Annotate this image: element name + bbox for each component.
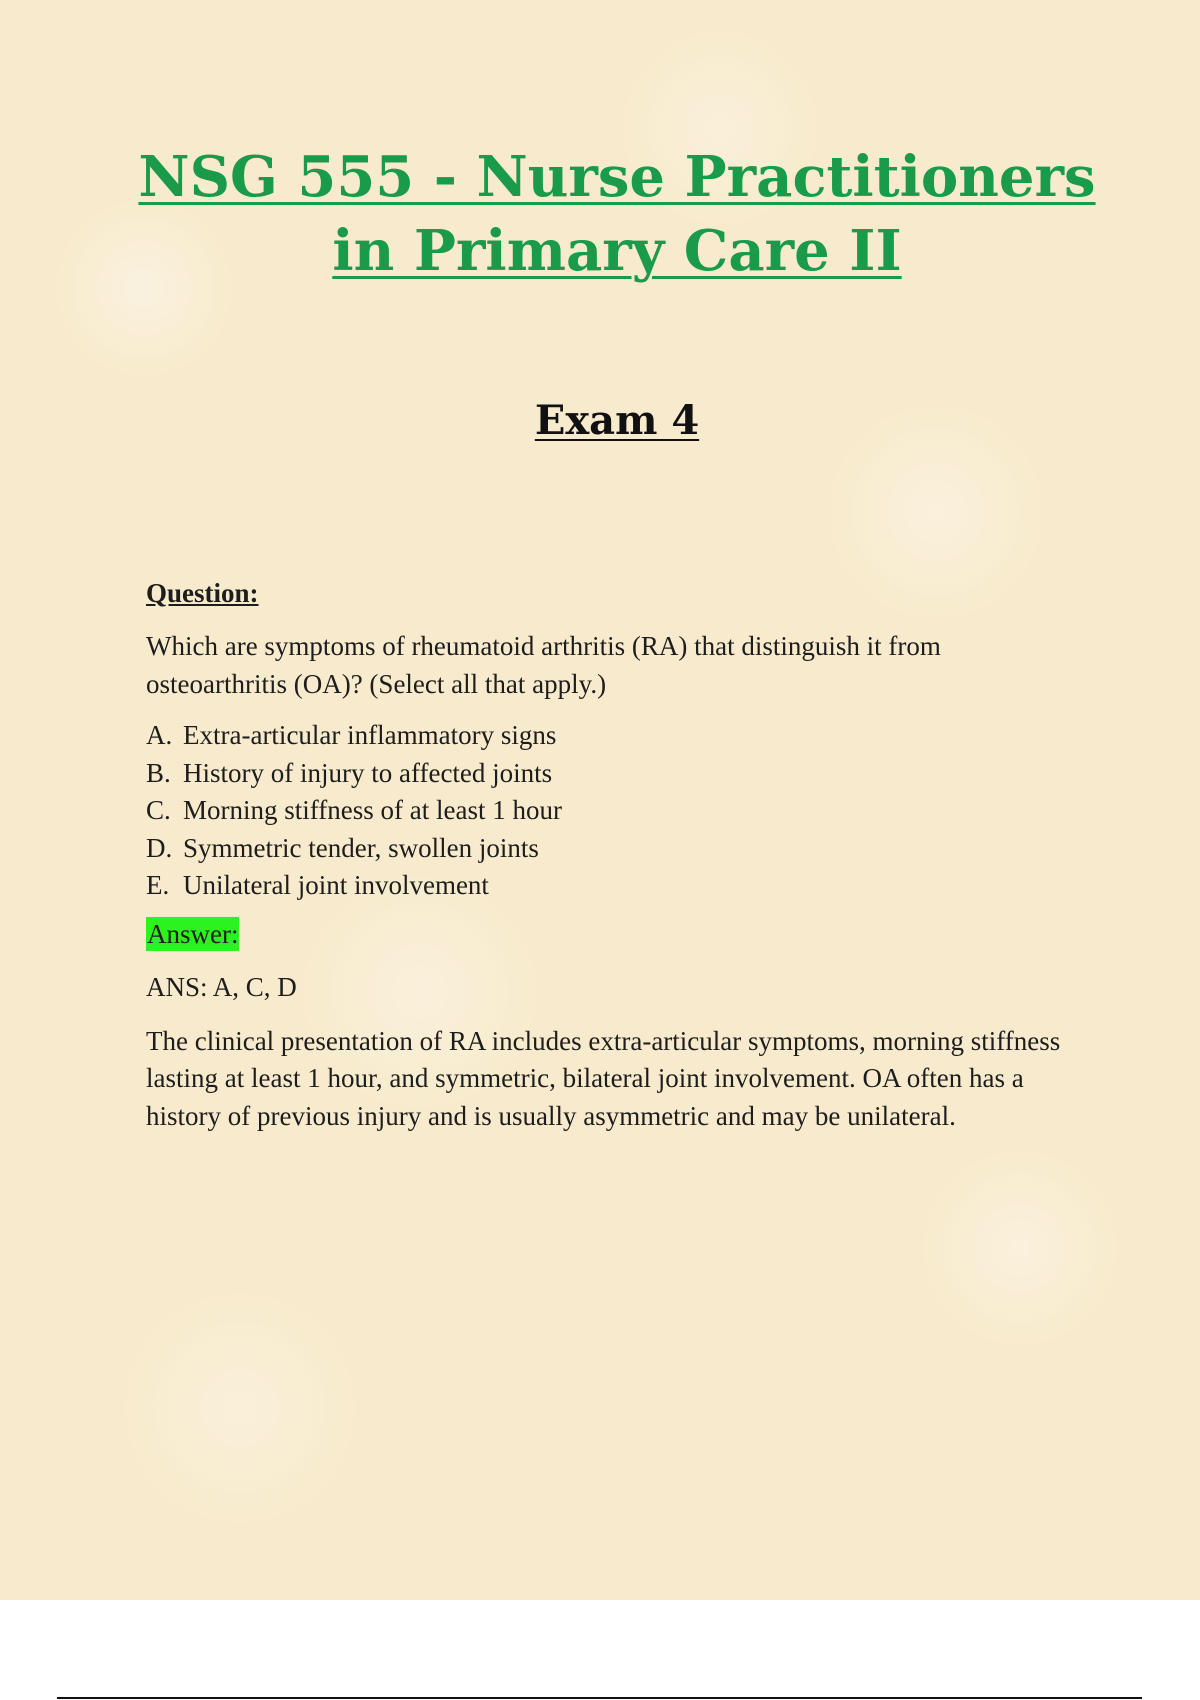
option-text: Morning stiffness of at least 1 hour bbox=[183, 795, 562, 825]
exam-heading: Exam 4 bbox=[534, 397, 700, 444]
title-line-2: in Primary Care II bbox=[332, 218, 902, 284]
option-letter: D. bbox=[146, 832, 173, 863]
footer-divider bbox=[57, 1697, 1142, 1699]
option-text: Unilateral joint involvement bbox=[183, 870, 489, 900]
option-c bbox=[146, 792, 1086, 830]
option-text: Extra-articular inflammatory signs bbox=[183, 720, 557, 750]
option-a bbox=[146, 717, 1086, 755]
title-line-1: NSG 555 - Nurse Practitioners bbox=[138, 144, 1096, 210]
answer-explanation: The clinical presentation of RA includes extra-articular symptoms, morning stiffness lasting at least 1 hour, and symmetric, bilateral joint involvement. OA often has a history of previous injury and is usually asymmetric and may be unilateral. bbox=[146, 1025, 1061, 1131]
question-label: Question: bbox=[146, 578, 259, 608]
option-letter: E. bbox=[146, 870, 170, 900]
option-text: Symmetric tender, swollen joints bbox=[183, 832, 539, 863]
option-e bbox=[146, 867, 1086, 905]
option-text: History of injury to affected joints bbox=[183, 757, 553, 788]
option-b bbox=[146, 755, 1086, 793]
option-letter: C. bbox=[146, 795, 171, 825]
question-block bbox=[146, 575, 1086, 1135]
answer-label-highlight: Answer: bbox=[147, 918, 239, 949]
answer-options bbox=[146, 717, 1086, 905]
question-text: Which are symptoms of rheumatoid arthritis (RA) that distinguish it from osteoarthritis (OA)? (Select all that apply.) bbox=[146, 631, 941, 699]
document-title bbox=[0, 140, 1200, 288]
option-letter: A. bbox=[146, 720, 173, 750]
option-d bbox=[146, 830, 1086, 868]
option-letter: B. bbox=[146, 757, 171, 788]
answer-key: ANS: A, C, D bbox=[146, 971, 297, 1002]
